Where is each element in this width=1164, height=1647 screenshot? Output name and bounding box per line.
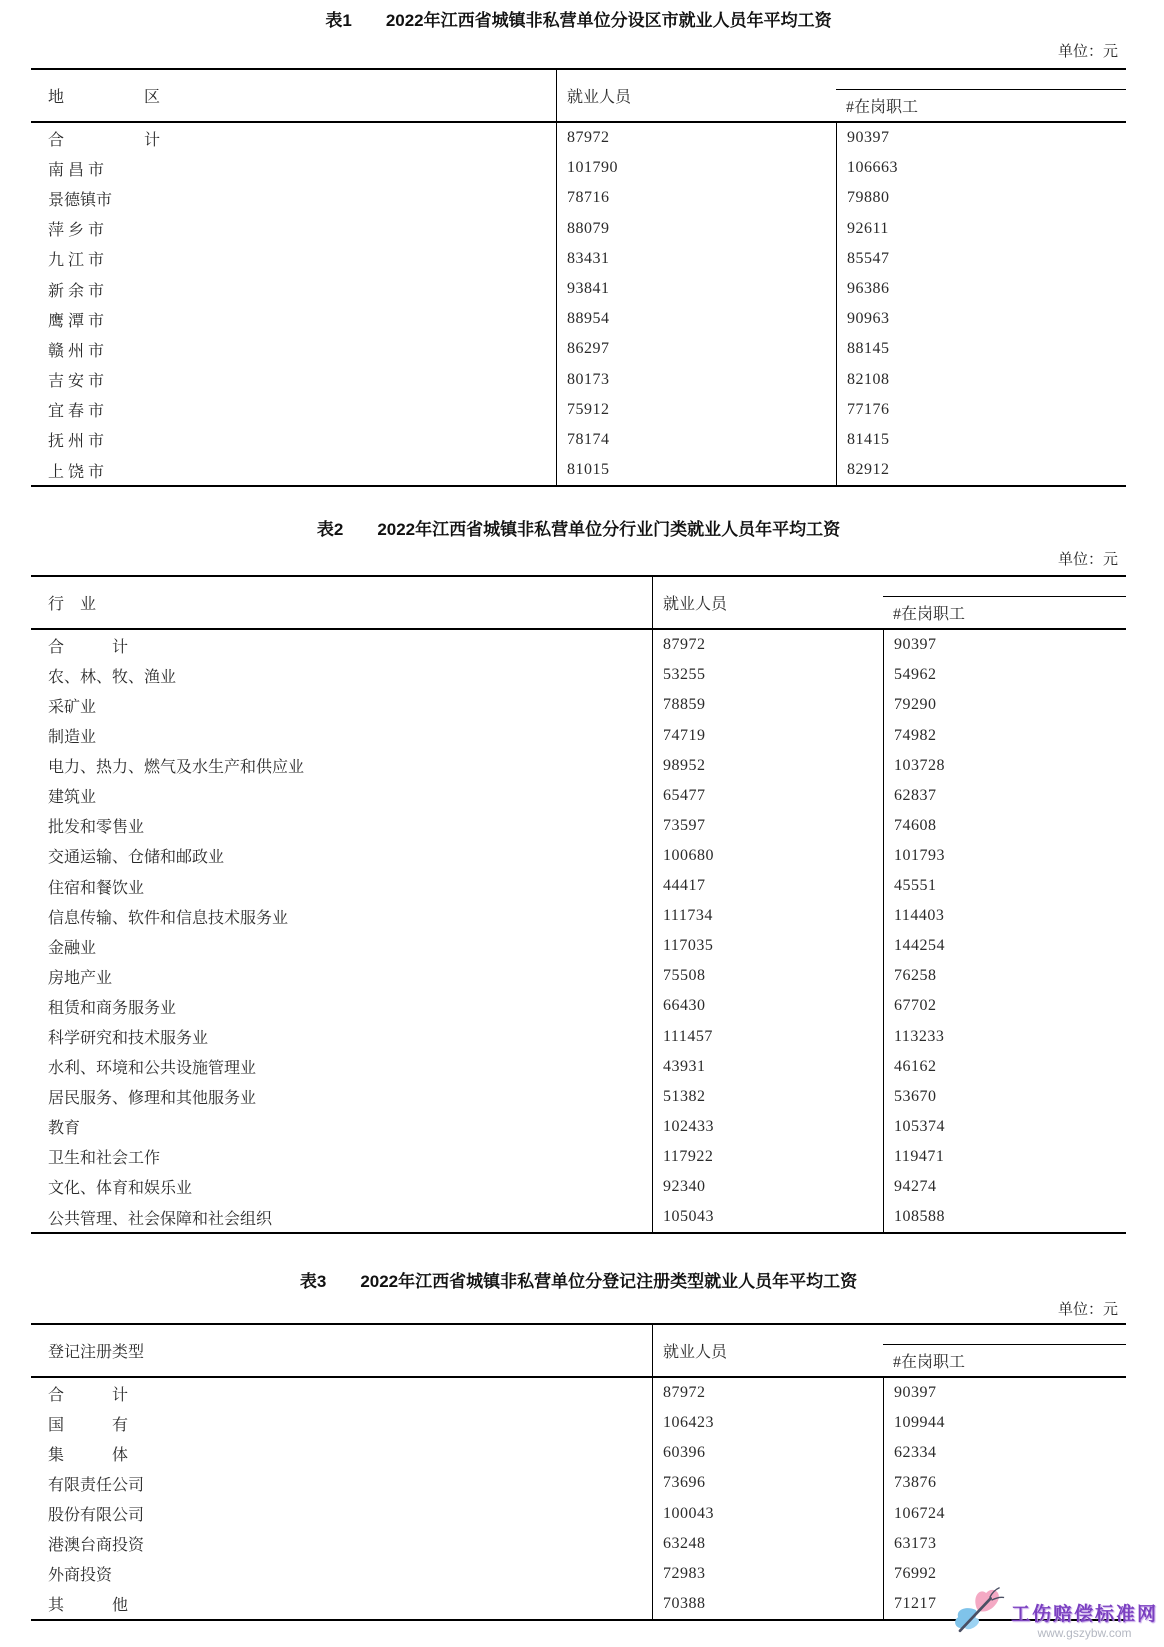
row-label: 国 有 xyxy=(48,1416,129,1434)
row-label: 上 饶 市 xyxy=(48,463,105,481)
row-label: 鹰 潭 市 xyxy=(48,312,105,330)
table-row xyxy=(31,123,1126,153)
employed-value: 87972 xyxy=(556,123,836,153)
table-row xyxy=(31,365,1126,395)
onduty-value: 114403 xyxy=(883,901,1126,931)
table-row xyxy=(31,1378,1126,1408)
onduty-value: 76258 xyxy=(883,961,1126,991)
onduty-value: 79290 xyxy=(883,690,1126,720)
table3-col-header-employed: 就业人员 xyxy=(652,1325,883,1376)
row-label: 水利、环境和公共设施管理业 xyxy=(48,1060,257,1078)
table3-section xyxy=(31,1270,1126,1621)
row-label: 港澳台商投资 xyxy=(48,1537,145,1555)
onduty-value: 94274 xyxy=(883,1172,1126,1202)
watermark xyxy=(949,1584,1158,1641)
row-label: 赣 州 市 xyxy=(48,342,105,360)
row-label: 批发和零售业 xyxy=(48,819,145,837)
table-row xyxy=(31,721,1126,751)
row-label: 教育 xyxy=(48,1120,81,1138)
table-row xyxy=(31,455,1126,485)
employed-value: 86297 xyxy=(556,334,836,364)
employed-value: 106423 xyxy=(652,1408,883,1438)
onduty-value: 82912 xyxy=(836,455,1126,485)
table2-unit-label: 单位：元 xyxy=(1057,552,1118,569)
table-row xyxy=(31,244,1126,274)
table3-col-header-onduty: #在岗职工 xyxy=(893,1354,966,1372)
onduty-value: 106663 xyxy=(836,153,1126,183)
row-label: 科学研究和技术服务业 xyxy=(48,1030,209,1048)
row-label: 新 余 市 xyxy=(48,282,105,300)
onduty-value: 88145 xyxy=(836,334,1126,364)
employed-value: 43931 xyxy=(652,1052,883,1082)
onduty-value: 74982 xyxy=(883,721,1126,751)
onduty-value: 71217 xyxy=(883,1589,1126,1619)
row-label: 制造业 xyxy=(48,729,97,747)
employed-value: 73696 xyxy=(652,1468,883,1498)
row-label: 外商投资 xyxy=(48,1567,113,1585)
employed-value: 88954 xyxy=(556,304,836,334)
row-label: 租赁和商务服务业 xyxy=(48,999,177,1017)
employed-value: 88079 xyxy=(556,214,836,244)
row-label: 交通运输、仓储和邮政业 xyxy=(48,849,225,867)
table-row xyxy=(31,1052,1126,1082)
employed-value: 51382 xyxy=(652,1082,883,1112)
table3-body xyxy=(31,1378,1126,1619)
spanner-rule xyxy=(883,577,1126,597)
row-label: 股份有限公司 xyxy=(48,1507,145,1525)
employed-value: 75912 xyxy=(556,395,836,425)
employed-value: 100043 xyxy=(652,1499,883,1529)
onduty-value: 101793 xyxy=(883,841,1126,871)
table-row xyxy=(31,214,1126,244)
table1-section xyxy=(31,9,1126,487)
table1-unit-label: 单位：元 xyxy=(1057,44,1118,60)
table1-header-row xyxy=(31,70,1126,123)
table-row xyxy=(31,1438,1126,1468)
onduty-value: 90397 xyxy=(883,1378,1126,1408)
table2-section xyxy=(31,518,1126,1234)
employed-value: 111734 xyxy=(652,901,883,931)
employed-value: 105043 xyxy=(652,1202,883,1232)
onduty-value: 82108 xyxy=(836,365,1126,395)
onduty-value: 62334 xyxy=(883,1438,1126,1468)
employed-value: 78859 xyxy=(652,690,883,720)
onduty-value: 96386 xyxy=(836,274,1126,304)
onduty-value: 105374 xyxy=(883,1112,1126,1142)
table-row xyxy=(31,871,1126,901)
employed-value: 87972 xyxy=(652,630,883,660)
table-row xyxy=(31,1021,1126,1051)
row-label: 采矿业 xyxy=(48,698,97,716)
table-row xyxy=(31,1468,1126,1498)
row-label: 合 计 xyxy=(48,638,129,656)
employed-value: 66430 xyxy=(652,991,883,1021)
row-label: 南 昌 市 xyxy=(48,161,105,179)
table1 xyxy=(31,68,1126,487)
onduty-value: 67702 xyxy=(883,991,1126,1021)
table-row xyxy=(31,841,1126,871)
employed-value: 81015 xyxy=(556,455,836,485)
row-label: 九 江 市 xyxy=(48,252,105,270)
table-row xyxy=(31,901,1126,931)
employed-value: 93841 xyxy=(556,274,836,304)
onduty-value: 119471 xyxy=(883,1142,1126,1172)
table2-header-row xyxy=(31,577,1126,630)
onduty-value: 109944 xyxy=(883,1408,1126,1438)
employed-value: 60396 xyxy=(652,1438,883,1468)
row-label: 信息传输、软件和信息技术服务业 xyxy=(48,909,289,927)
row-label: 电力、热力、燃气及水生产和供应业 xyxy=(48,759,305,777)
employed-value: 75508 xyxy=(652,961,883,991)
table2 xyxy=(31,575,1126,1234)
table1-title: 表1 2022年江西省城镇非私营单位分设区市就业人员年平均工资 xyxy=(325,11,832,30)
table1-col-header-employed: 就业人员 xyxy=(556,70,836,121)
onduty-value: 46162 xyxy=(883,1052,1126,1082)
employed-value: 87972 xyxy=(652,1378,883,1408)
table-row xyxy=(31,1408,1126,1438)
employed-value: 70388 xyxy=(652,1589,883,1619)
employed-value: 92340 xyxy=(652,1172,883,1202)
table2-col-header-industry: 行 业 xyxy=(48,596,97,614)
employed-value: 102433 xyxy=(652,1112,883,1142)
employed-value: 98952 xyxy=(652,751,883,781)
onduty-value: 90397 xyxy=(836,123,1126,153)
table3-col-header-onduty-group xyxy=(883,1325,1126,1376)
table2-col-header-onduty: #在岗职工 xyxy=(893,606,966,624)
row-label: 抚 州 市 xyxy=(48,433,105,451)
row-label: 卫生和社会工作 xyxy=(48,1150,161,1168)
employed-value: 74719 xyxy=(652,721,883,751)
onduty-value: 113233 xyxy=(883,1021,1126,1051)
employed-value: 111457 xyxy=(652,1021,883,1051)
row-label: 金融业 xyxy=(48,939,97,957)
table2-col-header-onduty-group xyxy=(883,577,1126,628)
onduty-value: 45551 xyxy=(883,871,1126,901)
table-row xyxy=(31,425,1126,455)
row-label: 吉 安 市 xyxy=(48,373,105,391)
onduty-value: 92611 xyxy=(836,214,1126,244)
table-row xyxy=(31,1082,1126,1112)
table-row xyxy=(31,304,1126,334)
table-row xyxy=(31,395,1126,425)
employed-value: 44417 xyxy=(652,871,883,901)
row-label: 房地产业 xyxy=(48,969,113,987)
employed-value: 53255 xyxy=(652,660,883,690)
onduty-value: 85547 xyxy=(836,244,1126,274)
employed-value: 100680 xyxy=(652,841,883,871)
onduty-value: 62837 xyxy=(883,781,1126,811)
table3-unit-label: 单位：元 xyxy=(1057,1302,1118,1319)
onduty-value: 73876 xyxy=(883,1468,1126,1498)
onduty-value: 103728 xyxy=(883,751,1126,781)
onduty-value: 53670 xyxy=(883,1082,1126,1112)
table-row xyxy=(31,1142,1126,1172)
employed-value: 72983 xyxy=(652,1559,883,1589)
table-row xyxy=(31,1529,1126,1559)
table3-header-row xyxy=(31,1325,1126,1378)
employed-value: 117035 xyxy=(652,931,883,961)
table3 xyxy=(31,1323,1126,1621)
table1-col-header-onduty: #在岗职工 xyxy=(846,99,919,116)
row-label: 宜 春 市 xyxy=(48,403,105,421)
watermark-site-url: www.gszybw.com xyxy=(1037,1626,1132,1640)
onduty-value: 79880 xyxy=(836,183,1126,213)
row-label: 集 体 xyxy=(48,1446,129,1464)
table-row xyxy=(31,660,1126,690)
employed-value: 63248 xyxy=(652,1529,883,1559)
employed-value: 78716 xyxy=(556,183,836,213)
table-row xyxy=(31,781,1126,811)
onduty-value: 106724 xyxy=(883,1499,1126,1529)
table-row xyxy=(31,1172,1126,1202)
watermark-site-name: 工伤赔偿标准网 xyxy=(1010,1604,1158,1625)
onduty-value: 76992 xyxy=(883,1559,1126,1589)
employed-value: 80173 xyxy=(556,365,836,395)
spanner-rule xyxy=(883,1325,1126,1345)
table-row xyxy=(31,751,1126,781)
employed-value: 78174 xyxy=(556,425,836,455)
table-row xyxy=(31,1202,1126,1232)
spanner-rule xyxy=(836,70,1126,90)
table3-col-header-regtype: 登记注册类型 xyxy=(48,1344,145,1362)
row-label: 景德镇市 xyxy=(48,191,113,209)
table-row xyxy=(31,1112,1126,1142)
table3-title: 表3 2022年江西省城镇非私营单位分登记注册类型就业人员年平均工资 xyxy=(299,1272,858,1292)
table-row xyxy=(31,1499,1126,1529)
table-row xyxy=(31,274,1126,304)
onduty-value: 144254 xyxy=(883,931,1126,961)
table1-col-header-onduty-group xyxy=(836,70,1126,121)
row-label: 合 计 xyxy=(48,131,161,149)
butterfly-icon xyxy=(949,1584,1007,1643)
table2-col-header-employed: 就业人员 xyxy=(652,577,883,628)
row-label: 农、林、牧、渔业 xyxy=(48,668,177,686)
row-label: 建筑业 xyxy=(48,789,97,807)
table-row xyxy=(31,630,1126,660)
table-row xyxy=(31,991,1126,1021)
table-row xyxy=(31,690,1126,720)
employed-value: 65477 xyxy=(652,781,883,811)
row-label: 文化、体育和娱乐业 xyxy=(48,1180,193,1198)
row-label: 住宿和餐饮业 xyxy=(48,879,145,897)
employed-value: 73597 xyxy=(652,811,883,841)
row-label: 其 他 xyxy=(48,1597,129,1615)
onduty-value: 90397 xyxy=(883,630,1126,660)
onduty-value: 77176 xyxy=(836,395,1126,425)
employed-value: 117922 xyxy=(652,1142,883,1172)
onduty-value: 74608 xyxy=(883,811,1126,841)
row-label: 萍 乡 市 xyxy=(48,222,105,240)
onduty-value: 54962 xyxy=(883,660,1126,690)
onduty-value: 108588 xyxy=(883,1202,1126,1232)
onduty-value: 63173 xyxy=(883,1529,1126,1559)
table-row xyxy=(31,153,1126,183)
table-row xyxy=(31,931,1126,961)
onduty-value: 90963 xyxy=(836,304,1126,334)
table-row xyxy=(31,811,1126,841)
employed-value: 101790 xyxy=(556,153,836,183)
table-row xyxy=(31,334,1126,364)
onduty-value: 81415 xyxy=(836,425,1126,455)
table1-col-header-region: 地 区 xyxy=(48,89,161,106)
row-label: 公共管理、社会保障和社会组织 xyxy=(48,1210,273,1228)
table1-body xyxy=(31,123,1126,485)
row-label: 有限责任公司 xyxy=(48,1476,145,1494)
table-row xyxy=(31,183,1126,213)
table2-body xyxy=(31,630,1126,1232)
employed-value: 83431 xyxy=(556,244,836,274)
table2-title: 表2 2022年江西省城镇非私营单位分行业门类就业人员年平均工资 xyxy=(316,520,841,540)
table-row xyxy=(31,961,1126,991)
row-label: 合 计 xyxy=(48,1386,129,1404)
row-label: 居民服务、修理和其他服务业 xyxy=(48,1090,257,1108)
